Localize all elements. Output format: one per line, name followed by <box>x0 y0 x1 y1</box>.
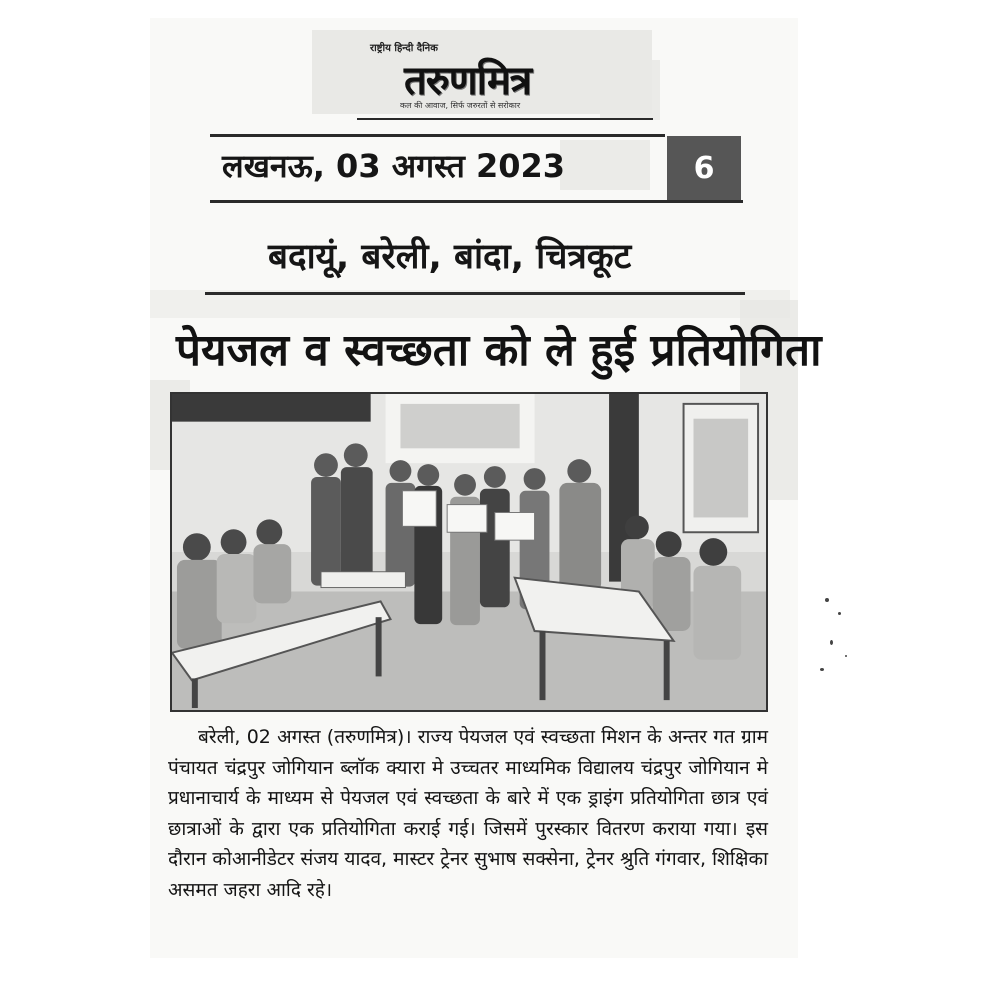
dateline-bottom-rule <box>210 200 743 203</box>
masthead-tagline: कल की आवाज, सिर्फ जरुरतों से सरोकार <box>400 101 521 110</box>
scan-speck <box>825 598 829 602</box>
article-photo <box>170 392 768 712</box>
article-paragraph: बरेली, 02 अगस्त (तरुणमित्र)। राज्य पेयजल एवं स्वच्छता मिशन के अन्तर गत ग्राम पंचायत चंद्रपुर जोगियान ब्लॉक क्यारा मे उच्चतर माध्यमिक विद्यालय चंद्रपुर जोगियान मे प्रधानाचार्य के माध्यम से पेयजल एवं स्वच्छता के बारे में एक ड्राइंग प्रतियोगिता छात्र एवं छात्राओं के द्वारा एक प्रतियोगिता कराई गई। जिसमें पुरस्कार वितरण कराया गया। इस दौरान कोआनीडेटर संजय यादव, मास्टर ट्रेनर सुभाष सक्सेना, ट्रेनर श्रुति गंगवार, शिक्षिका असमत जहरा आदि रहे। <box>168 726 768 901</box>
section-districts: बदायूं, बरेली, बांदा, चित्रकूट <box>268 237 632 277</box>
article-body <box>168 722 768 905</box>
date-line: लखनऊ, 03 अगस्त 2023 <box>222 147 566 185</box>
masthead-rule <box>357 118 653 120</box>
article-headline: पेयजल व स्वच्छता को ले हुई प्रतियोगिता <box>176 325 822 376</box>
scan-speck <box>820 668 824 671</box>
masthead-rashtriya-label: राष्ट्रीय हिन्दी दैनिक <box>370 43 438 54</box>
newspaper-logo <box>360 55 575 104</box>
scan-speck <box>830 640 833 645</box>
page-number: 6 <box>693 150 715 186</box>
newspaper-name: तरुणमित्र <box>404 57 531 104</box>
scan-speck <box>845 655 847 657</box>
dateline-top-rule <box>210 134 665 137</box>
classroom-photo-illustration <box>172 394 766 710</box>
scan-speck <box>838 612 841 615</box>
bleed-through-shade <box>560 140 650 190</box>
page-number-box <box>667 136 741 200</box>
section-rule <box>205 292 745 295</box>
